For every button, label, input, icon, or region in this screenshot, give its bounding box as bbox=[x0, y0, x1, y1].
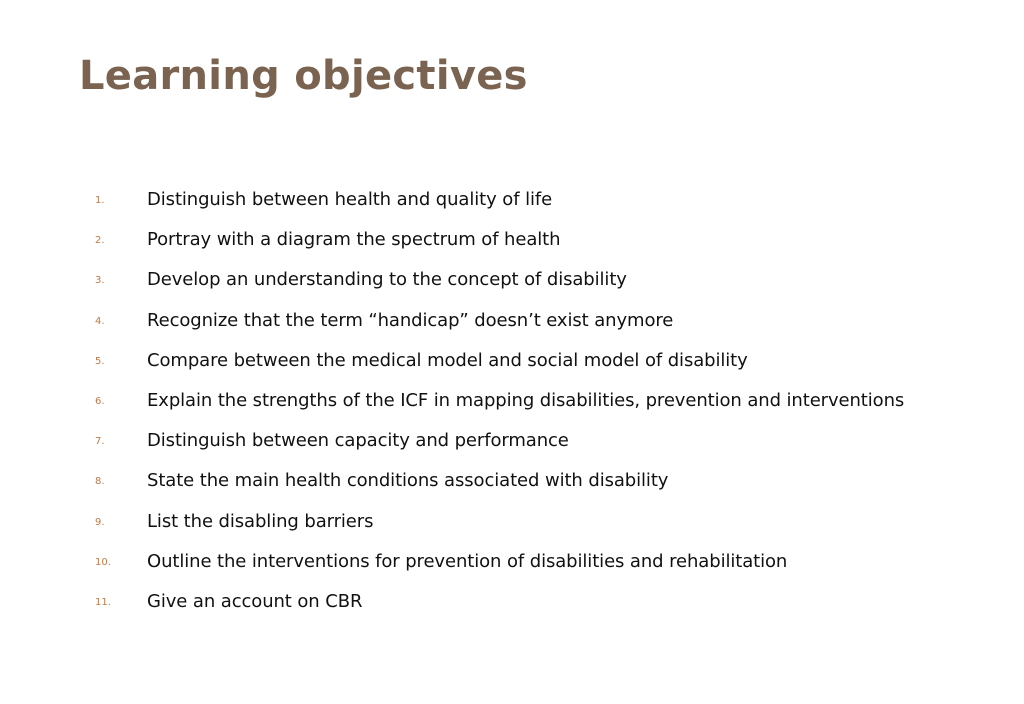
item-text: Distinguish between capacity and performance bbox=[147, 430, 569, 452]
list-item bbox=[0, 548, 1000, 588]
item-text: Portray with a diagram the spectrum of health bbox=[147, 229, 561, 251]
list-item bbox=[0, 266, 1000, 306]
list-item bbox=[0, 588, 1000, 628]
list-item bbox=[0, 186, 1000, 226]
item-number: 7. bbox=[95, 436, 105, 448]
objectives-list bbox=[0, 186, 1000, 628]
list-item bbox=[0, 347, 1000, 387]
item-number: 9. bbox=[95, 516, 105, 528]
list-item bbox=[0, 427, 1000, 467]
item-text: State the main health conditions associated with disability bbox=[147, 470, 669, 492]
list-item bbox=[0, 307, 1000, 347]
list-item bbox=[0, 226, 1000, 266]
item-number: 3. bbox=[95, 275, 105, 287]
slide-title: Learning objectives bbox=[79, 53, 528, 99]
item-text: Compare between the medical model and social model of disability bbox=[147, 349, 748, 371]
item-text: Recognize that the term “handicap” doesn’t exist anymore bbox=[147, 309, 674, 331]
item-number: 8. bbox=[95, 476, 105, 488]
item-number: 2. bbox=[95, 235, 105, 247]
item-number: 10. bbox=[95, 556, 111, 568]
item-text: Develop an understanding to the concept of disability bbox=[147, 269, 627, 291]
list-item bbox=[0, 387, 1000, 427]
item-text: Distinguish between health and quality of life bbox=[147, 189, 553, 210]
item-number: 4. bbox=[95, 315, 105, 327]
item-text: Explain the strengths of the ICF in mapping disabilities, prevention and interventions bbox=[147, 389, 905, 411]
item-text: Outline the interventions for prevention of disabilities and rehabilitation bbox=[147, 550, 788, 572]
item-number: 5. bbox=[95, 355, 105, 367]
list-item bbox=[0, 508, 1000, 548]
list-item bbox=[0, 467, 1000, 507]
item-number: 6. bbox=[95, 395, 105, 407]
item-text: Give an account on CBR bbox=[147, 590, 363, 612]
item-text: List the disabling barriers bbox=[147, 510, 374, 532]
item-number: 11. bbox=[95, 596, 111, 608]
item-number: 1. bbox=[95, 195, 105, 206]
